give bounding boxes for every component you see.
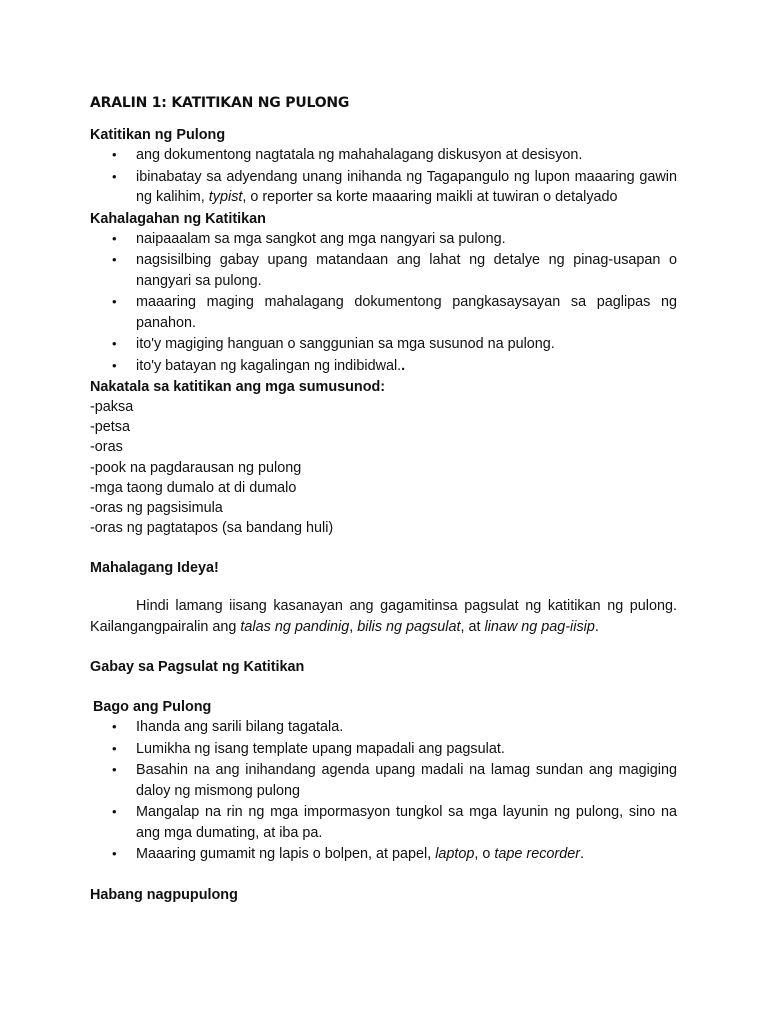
text-run: , o (474, 846, 495, 863)
text-run: Hindi lamang iisang kasanayan ang gagamitinsa pagsulat ng katitikan ng pulong. Kailangangpairalin ang (90, 598, 677, 635)
bullet-icon: • (112, 804, 117, 820)
text-run: maaaring maging mahalagang dokumentong pangkasaysayan sa paglipas ng panahon. (136, 294, 677, 331)
text-run: Basahin na ang inihandang agenda upang madali na lamag sundan ang magiging daloy ng mismong pulong (136, 762, 677, 799)
heading-nakatala: Nakatala sa katitikan ang mga sumusunod: (90, 379, 386, 395)
list-item (90, 334, 677, 355)
text-run: ito'y batayan ng kagalingan ng indibidwal. (136, 357, 402, 374)
list-katitikan (90, 145, 677, 208)
bullet-icon: • (112, 762, 117, 778)
text-run: Mangalap na rin ng mga impormasyon tungkol sa mga layunin ng pulong, sino na ang mga dumating, at iba pa. (136, 804, 677, 841)
list-item: -oras (90, 439, 123, 456)
bullet-icon: • (112, 846, 117, 862)
text-run: , (349, 618, 358, 635)
bullet-icon: • (112, 740, 117, 756)
list-item: -oras ng pagsisimula (90, 500, 223, 517)
bullet-icon: • (112, 719, 117, 735)
text-run: bilis ng pagsulat (357, 618, 461, 635)
list-item: -pook na pagdarausan ng pulong (90, 459, 302, 476)
list-item (90, 760, 677, 801)
text-run: ibinabatay sa adyendang unang inihanda ng Tagapangulo ng lupon maaaring gawin ng kalihim, (136, 168, 677, 205)
document-page (90, 93, 677, 905)
text-run: Lumikha ng isang template upang mapadali ang pagsulat. (136, 740, 505, 757)
heading-gabay: Gabay sa Pagsulat ng Katitikan (90, 659, 305, 676)
list-item (90, 844, 677, 865)
list-item (90, 250, 677, 291)
list-item (90, 739, 677, 760)
list-item (90, 802, 677, 843)
text-run: , o reporter sa korte maaaring maikli at tuwiran o detalyado (242, 189, 618, 205)
text-run: ito'y magiging hanguan o sanggunian sa mga susunod na pulong. (136, 336, 555, 352)
list-item: -oras ng pagtatapos (sa bandang huli) (90, 520, 334, 537)
heading-bago-ang-pulong: Bago ang Pulong (93, 699, 212, 716)
list-item (90, 717, 677, 738)
text-run: laptop (435, 846, 475, 863)
bullet-icon: • (112, 252, 117, 267)
list-item (90, 292, 677, 333)
bullet-icon: • (112, 230, 117, 246)
list-item (90, 167, 677, 208)
text-run: naipaaalam sa mga sangkot ang mga nangyari sa pulong. (136, 230, 506, 247)
text-run: ang dokumentong nagtatala ng mahahalagang diskusyon at desisyon. (136, 147, 583, 163)
heading-habang-nagpupulong: Habang nagpupulong (90, 886, 238, 903)
text-run: Maaaring gumamit ng lapis o bolpen, at papel, (136, 846, 436, 863)
list-item: -paksa (90, 399, 134, 415)
heading-kahalagahan: Kahalagahan ng Katitikan (90, 210, 266, 227)
text-run: , at (460, 618, 485, 635)
lesson-title: ARALIN 1: KATITIKAN NG PULONG (90, 95, 350, 111)
bullet-icon: • (112, 168, 117, 184)
list-item (90, 356, 677, 377)
text-run: linaw ng pag-iisip (484, 618, 595, 635)
heading-katitikan: Katitikan ng Pulong (90, 127, 226, 143)
bullet-icon: • (112, 294, 117, 309)
list-item (90, 145, 677, 166)
text-run: . (401, 357, 406, 374)
list-nakatala (90, 397, 677, 538)
text-run: . (580, 846, 585, 863)
list-bago-ang-pulong (90, 717, 677, 865)
heading-mahalagang-ideya: Mahalagang Ideya! (90, 560, 219, 577)
text-run: nagsisilbing gabay upang matandaan ang lahat ng detalye ng pinag-usapan o nangyari sa pulong. (136, 252, 677, 289)
list-kahalagahan (90, 229, 677, 377)
list-item: -mga taong dumalo at di dumalo (90, 479, 297, 496)
text-run: . (594, 618, 599, 635)
text-run: tape recorder (494, 846, 581, 863)
bullet-icon: • (112, 336, 117, 351)
list-item (90, 229, 677, 250)
list-item: -petsa (90, 419, 130, 436)
text-run: talas ng pandinig (240, 618, 350, 635)
bullet-icon: • (112, 147, 117, 162)
paragraph-mahalagang-ideya (90, 596, 677, 637)
bullet-icon: • (112, 357, 117, 373)
text-run: Ihanda ang sarili bilang tagatala. (136, 719, 344, 736)
text-run: typist (208, 189, 243, 205)
